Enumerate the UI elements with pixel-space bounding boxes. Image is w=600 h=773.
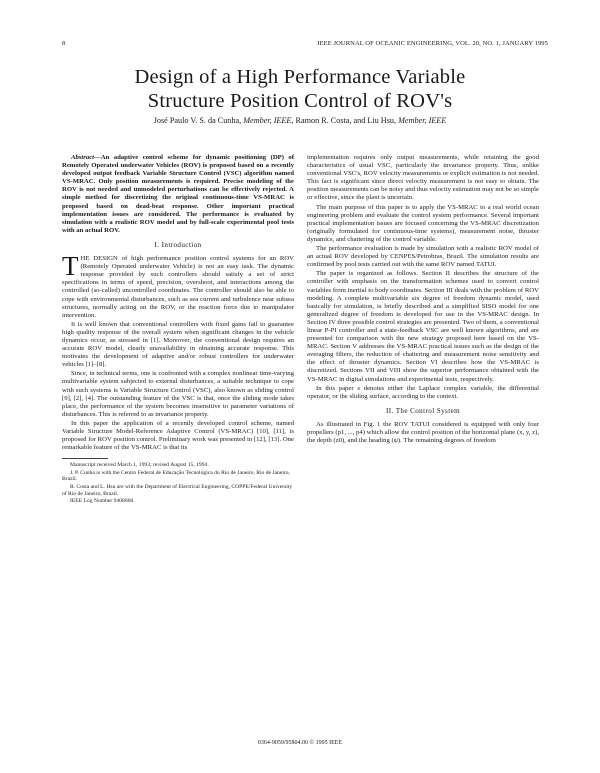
copyright-code-text: 0364-9059/95$04.00 © 1995 IEEE bbox=[257, 740, 343, 746]
footnote-affiliation-1: J. P. Cunha is with the Centro Federal de Educação Tecnológica do Rio de Janeiro, Rio de Janeiro, Brazil. bbox=[62, 469, 290, 483]
drop-cap: T bbox=[62, 251, 79, 282]
intro-paragraph-1 bbox=[62, 251, 294, 320]
right-paragraph-4: The paper is organized as follows. Section II describes the structure of the controller with emphasis on the transformation schemes used to convert control variables from inertial to body coordinates. Section III deals with the problem of ROV modeling. A complete multivariable six degree of freedom dynamic model, used basically for simulation, is briefly described and a simplified SISO model for one generalized degree of freedom is developed for use in the VS-MRAC design. In Section IV three possible control strategies are presented. Two of them, a conventional linear P-PI controller and a state-feedback VSC are well known algorithms, and are presented for comparison with the new strategy proposed here based on the VS-MRAC. Section V addresses the VS-MRAC practical issues such as the design of the averaging filters, the reduction of chattering and measurement noise sensitivity and the effect of thruster dynamics. Section VI describes how the VS-MRAC is discretized. Sections VII and VIII show the superior performance obtained with the VS-MRAC in digital simulations and experimental tests, respectively. bbox=[307, 270, 539, 383]
footnote-received: Manuscript received March 1, 1993; revised August 15, 1994. bbox=[70, 462, 209, 469]
intro-paragraph-3: Since, in technical terms, one is confronted with a complex nonlinear time-varying multivariable system subjected to external disturbances, a suitable technique to cope with such systems is Variable Structure Control (VSC), also known as sliding control [9], [2], [4]. The outstanding feature of the VSC is that, once the sliding mode takes place, the performance of the system becomes insensitive to parameter variations of disturbances. This is referred to as invariance property. bbox=[62, 370, 294, 418]
abstract bbox=[62, 154, 294, 235]
intro-paragraph-4: In this paper the application of a recently developed control scheme, named Variable Structure Model-Reference Adaptive Control (VS-MRAC) [10], [11], is proposed for ROV position control. Preliminary work was presented in [12], [13]. One remarkable feature of the VS-MRAC is that its bbox=[62, 419, 294, 452]
right-paragraph-3: The performance evaluation is made by simulation with a realistic ROV model of an actual ROV developed by CENPES/Petrobras, Brazil. The simulation results are confirmed by pool tests carried out with the same ROV named TATUI. bbox=[307, 245, 539, 269]
right-paragraph-6: As illustrated in Fig. 1 the ROV TATUI considered is equipped with only four propellers (p1, ..., p4) which allow the control position of the horizontal plane (x, y, z), the depth (z0), and the heading (ψ). The remaining degrees of freedom bbox=[307, 420, 539, 445]
author-1-role: Member, IEEE, bbox=[243, 116, 294, 125]
section-heading-control-system: II. The Control System bbox=[385, 406, 461, 415]
section-heading-introduction: I. Introduction bbox=[154, 240, 202, 249]
right-paragraph-1: implementation requires only output measurements, while retaining the good characteristics of usual VSC, particularly the invariance property. Thus, unlike conventional VSC's, ROV velocity measurements or explicit estimation is not needed. This fact is significant since direct velocity measurement is not easy to obtain. The position measurements can be noisy and thus velocity estimation may not be so simple or effective, since the plant is uncertain. bbox=[307, 154, 539, 202]
footnote-log-number: IEEE Log Number 9408668. bbox=[70, 498, 135, 505]
paper-title-line2: Structure Position Control of ROV's bbox=[147, 90, 453, 112]
abstract-label: Abstract— bbox=[71, 154, 101, 161]
running-header: IEEE JOURNAL OF OCEANIC ENGINEERING, VOL. 20, NO. 1, JANUARY 1995 bbox=[317, 40, 548, 47]
left-column bbox=[62, 154, 294, 506]
page-number: 8 bbox=[62, 40, 66, 47]
right-paragraph-5: In this paper s denotes either the Laplace complex variable, the differential operator, or the sliding surface, according to the context. bbox=[307, 384, 539, 400]
author-1: José Paulo V. S. da Cunha, bbox=[153, 116, 242, 125]
intro-paragraph-2: It is well known that conventional controllers with fixed gains fail to guarantee high quality response of the overall system when significant changes in the vehicle dynamics occur, as stressed in [1]. Moreover, the conventional design requires an accurate ROV model, clearly unavailability in obtaining accurate response. This motivates the development of adaptive and/or robust controllers for underwater vehicles [1]–[8]. bbox=[62, 320, 294, 369]
author-2-3-role: Member, IEEE bbox=[398, 116, 447, 125]
author-line bbox=[40, 116, 560, 125]
right-column bbox=[307, 154, 539, 446]
author-2-3: Ramon R. Costa, and Liu Hsu, bbox=[295, 116, 397, 125]
paper-title-line1: Design of a High Performance Variable bbox=[134, 66, 466, 88]
abstract-text: An adaptive control scheme for dynamic positioning (DP) of Remotely Operated underwater Vehicles (ROV) is proposed based on a recently developed output feedback Variable Structure Control (VSC) algorithm named VS-MRAC. Only position measurements is required. Precise modeling of the ROV is not needed and unmodeled perturbations can be effectively rejected. A simple method for discretizing the original continuous-time VS-MRAC is proposed based on dead-beat response. Other important practical implementation issues are considered. The performance is evaluated by simulation with a realistic ROV model and by full-scale experimental pool tests with an actual ROV. bbox=[62, 154, 294, 234]
footnote-affiliation-2: R. Costa and L. Hsu are with the Department of Electrical Engineering, COPPE/Federal University of Rio de Janeiro, Brazil. bbox=[62, 484, 293, 497]
footnote-rule bbox=[62, 458, 108, 459]
intro-paragraph-1-text: HE DESIGN of high performance position control systems for an ROV (Remotely Operated underwater Vehicle) is not an easy task. The dynamic response provided by such controllers should satisfy a set of strict specifications in terms of speed, precision, overshoot, and interactions among the controlled (so-called) uncontrolled coordinates. The controller should also be able to cope with environmental disturbances, such as sea current and turbulence near subsea structures, normally acting on the ROV, or the reaction force due to manipulator intervention. bbox=[62, 255, 294, 319]
right-paragraph-2: The main purpose of this paper is to apply the VS-MRAC to a real world ocean engineering problem and evaluate the control system performance. Several important practical implementation issues are focused concerning the VS-MRAC discretization (originally formulated for continuous-time systems), measurement noise, thruster dynamics, and chattering of the control variable. bbox=[307, 203, 539, 243]
